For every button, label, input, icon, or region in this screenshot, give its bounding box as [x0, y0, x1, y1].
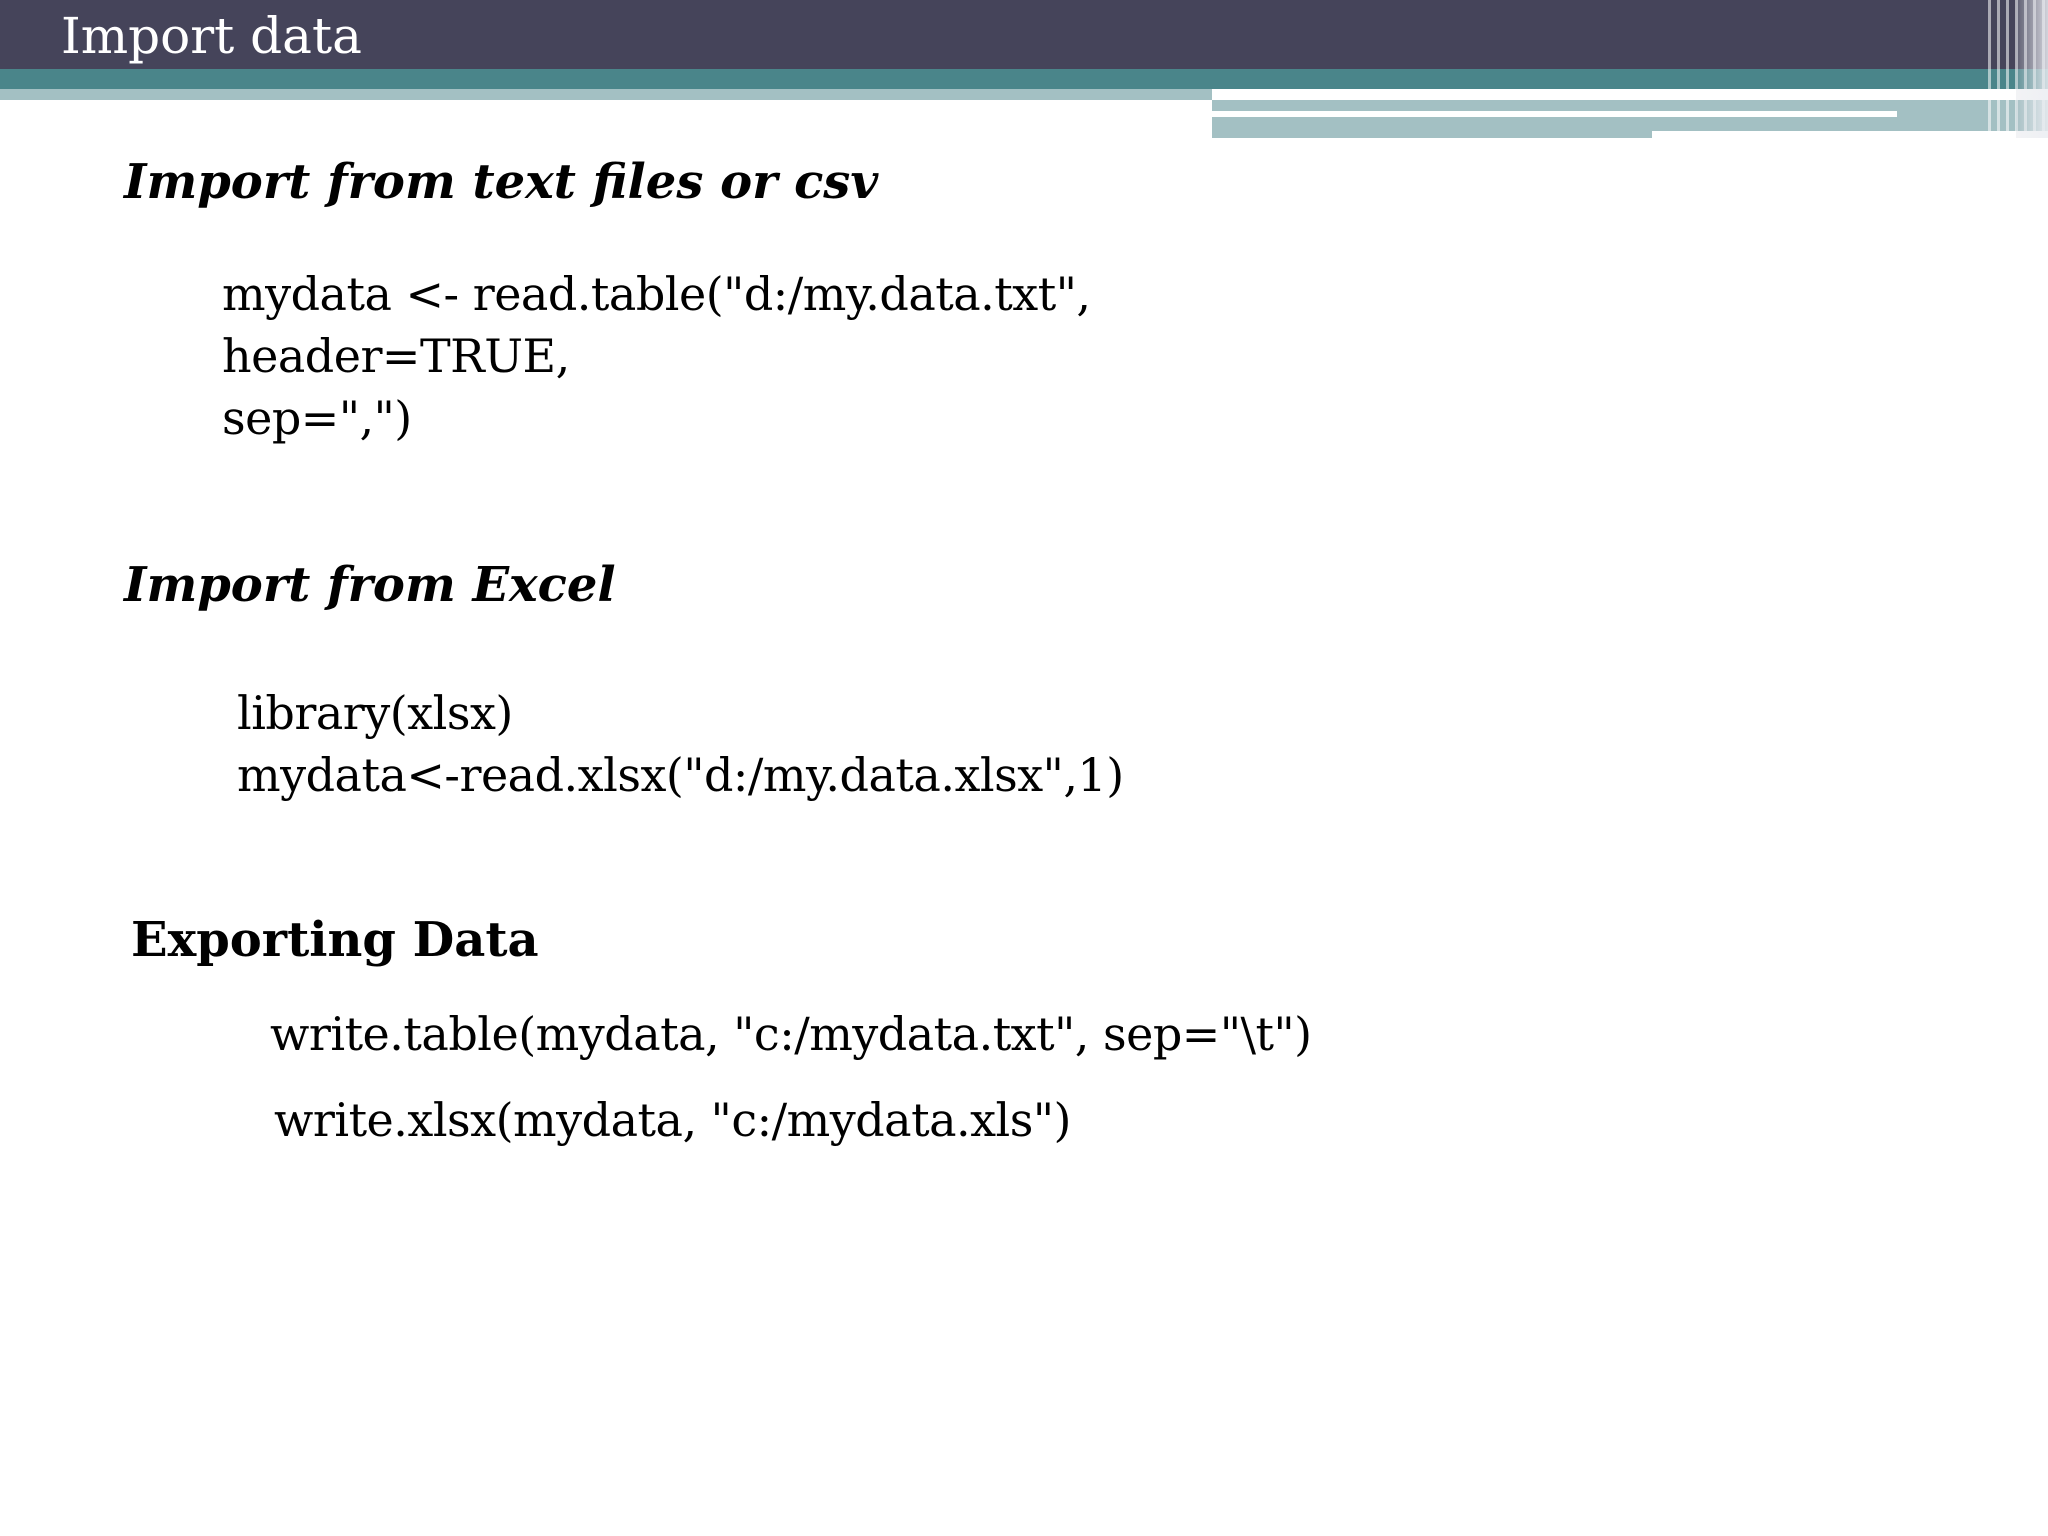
code-line: mydata<-read.xlsx("d:/my.data.xlsx",1)	[237, 748, 1124, 802]
code-line: sep=",")	[222, 391, 412, 445]
code-line: mydata <- read.table("d:/my.data.txt",	[222, 267, 1091, 321]
code-line: library(xlsx)	[237, 686, 513, 740]
code-line: header=TRUE,	[222, 329, 570, 383]
header-accent-band	[0, 69, 2048, 89]
code-line-write-table: write.table(mydata, "c:/mydata.txt", sep="\t")	[270, 1007, 1312, 1061]
code-block-excel-import	[237, 682, 1124, 806]
section-heading-text-import: Import from text files or csv	[124, 154, 879, 210]
section-heading-export: Exporting Data	[131, 912, 539, 968]
slide-title: Import data	[61, 7, 362, 65]
header-white-line	[1212, 111, 1897, 117]
header-edge-fade	[2016, 0, 2048, 138]
title-bar	[0, 0, 2048, 69]
code-line-write-xlsx: write.xlsx(mydata, "c:/mydata.xls")	[274, 1093, 1071, 1147]
code-block-text-import	[222, 263, 1090, 449]
header-light-band-left	[0, 89, 1212, 100]
section-heading-excel-import: Import from Excel	[124, 557, 616, 613]
